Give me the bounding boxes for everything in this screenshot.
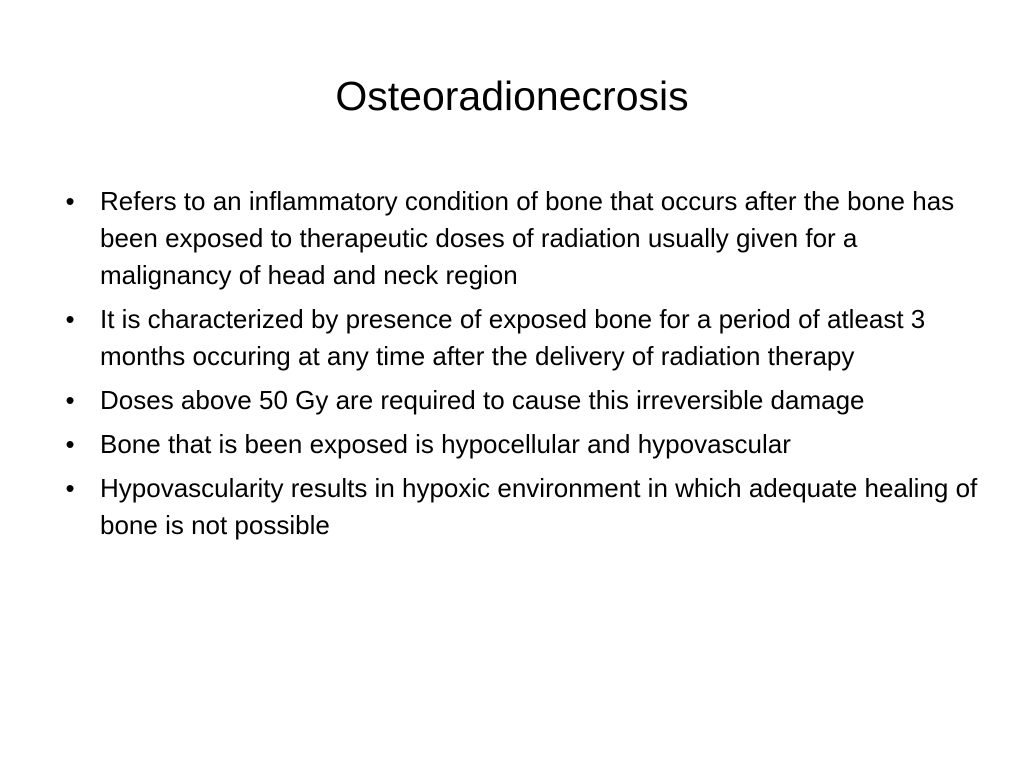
bullet-item bbox=[60, 426, 980, 463]
bullet-text: Hypovascularity results in hypoxic environment in which adequate healing of bone is not possible bbox=[100, 473, 978, 540]
bullet-text: Doses above 50 Gy are required to cause this irreversible damage bbox=[100, 385, 865, 415]
bullet-dot-icon: • bbox=[65, 385, 75, 415]
bullet-dot-icon: • bbox=[65, 429, 75, 459]
bullet-dot-icon: • bbox=[65, 304, 75, 334]
bullet-text: It is characterized by presence of exposed bone for a period of atleast 3 months occuring at any time after the delivery of radiation therapy bbox=[100, 304, 926, 371]
bullet-item bbox=[60, 382, 980, 419]
bullet-item bbox=[60, 301, 980, 375]
bullet-item bbox=[60, 183, 980, 294]
bullet-dot-icon: • bbox=[65, 473, 75, 503]
slide-title: Osteoradionecrosis bbox=[335, 73, 689, 119]
bullet-text: Refers to an inflammatory condition of bone that occurs after the bone has been exposed to therapeutic doses of radiation usually given for a malignancy of head and neck region bbox=[100, 186, 955, 290]
bullet-item bbox=[60, 470, 980, 544]
bullet-list bbox=[60, 183, 980, 551]
bullet-dot-icon: • bbox=[65, 186, 75, 216]
bullet-text: Bone that is been exposed is hypocellular and hypovascular bbox=[100, 429, 791, 459]
